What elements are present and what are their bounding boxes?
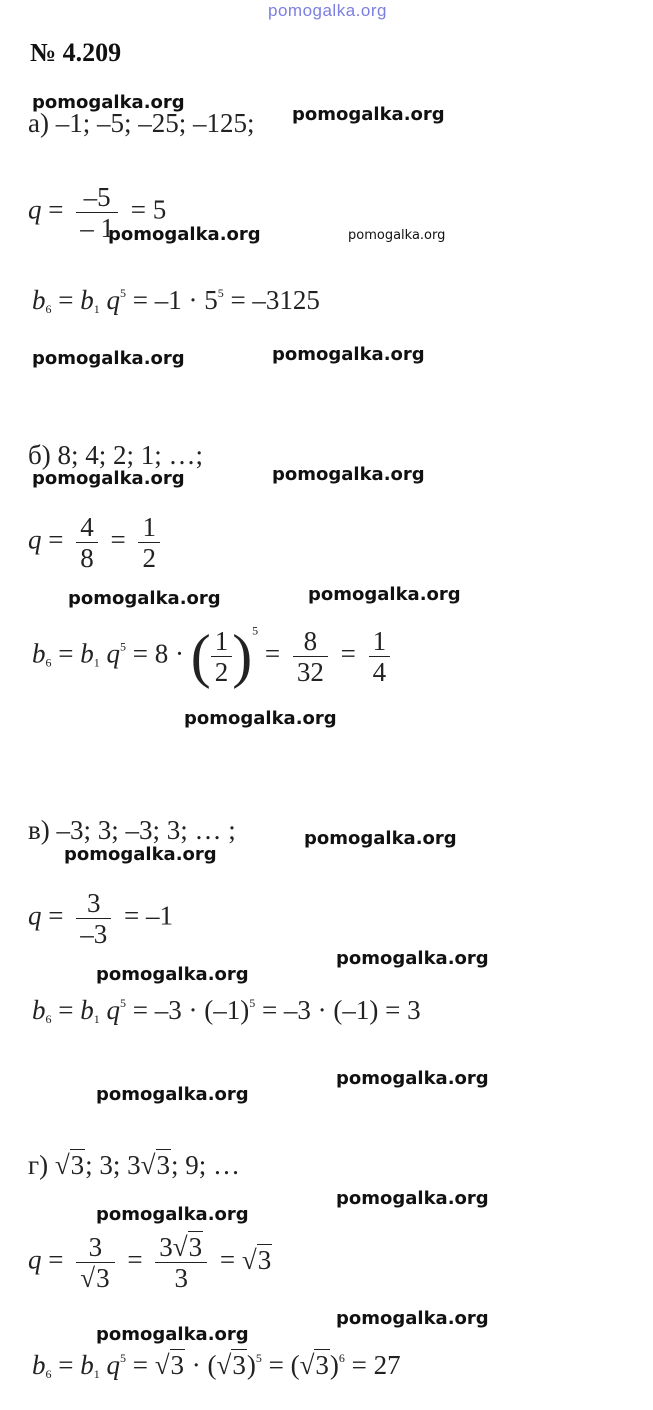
watermark: pomogalka.org	[308, 584, 461, 605]
watermark: pomogalka.org	[96, 1324, 249, 1345]
watermark: pomogalka.org	[336, 1068, 489, 1089]
site-url[interactable]: pomogalka.org	[268, 1, 387, 20]
q-b: q = $\frac{4}{8}$ = $\frac{1}{2}$	[28, 512, 166, 573]
b6-a: $b_6 = b_1$ $q^5 = -1 \cdot 5^5 = -3125$	[32, 285, 320, 316]
watermark: pomogalka.org	[304, 828, 457, 849]
watermark: pomogalka.org	[108, 224, 261, 245]
watermark: pomogalka.org	[96, 964, 249, 985]
b6-b: $b_6 = b_1$ $q^5 = 8$ · ( $\frac{1}{2}$ )$^5$ = $\frac{8}{32}$ = $\frac{1}{4}$	[32, 622, 396, 691]
watermark: pomogalka.org	[32, 92, 185, 113]
watermark: pomogalka.org	[336, 1188, 489, 1209]
watermark: pomogalka.org	[336, 948, 489, 969]
watermark: pomogalka.org	[184, 708, 337, 729]
seq-b: б) 8; 4; 2; 1; …;	[28, 440, 203, 470]
watermark: pomogalka.org	[68, 588, 221, 609]
seq-v: в) –3; 3; –3; 3; … ;	[28, 815, 236, 845]
watermark: pomogalka.org	[96, 1204, 249, 1225]
watermark: pomogalka.org	[292, 104, 445, 125]
q-g: q = $\frac{3}{√3}$ = $\frac{3√3}{3}$ = √3	[28, 1232, 272, 1293]
watermark: pomogalka.org	[272, 344, 425, 365]
q-a: q = $\frac{-5}{- 1}$ = 5	[28, 182, 167, 243]
watermark: pomogalka.org	[64, 844, 217, 865]
b6-v: $b_6 = b_1$ $q^5 = -3 \cdot (-1)^5 = -3 \cdot (-1) = 3$	[32, 995, 421, 1026]
page-title: № 4.209	[30, 38, 122, 67]
seq-g: г) √3; 3; 3√3; 9; …	[28, 1150, 241, 1180]
b6-g: $b_6 = b_1$ $q^5 = √3 \cdot (√3)^5 = (√3)^6 = 27$	[32, 1350, 401, 1381]
watermark: pomogalka.org	[272, 464, 425, 485]
watermark: pomogalka.org	[32, 348, 185, 369]
watermark: pomogalka.org	[336, 1308, 489, 1329]
q-v: q = $\frac{3}{-3}$ = –1	[28, 888, 173, 949]
watermark: pomogalka.org	[348, 228, 446, 243]
watermark: pomogalka.org	[96, 1084, 249, 1105]
watermark: pomogalka.org	[32, 468, 185, 489]
seq-a: а) –1; –5; –25; –125;	[28, 108, 255, 138]
